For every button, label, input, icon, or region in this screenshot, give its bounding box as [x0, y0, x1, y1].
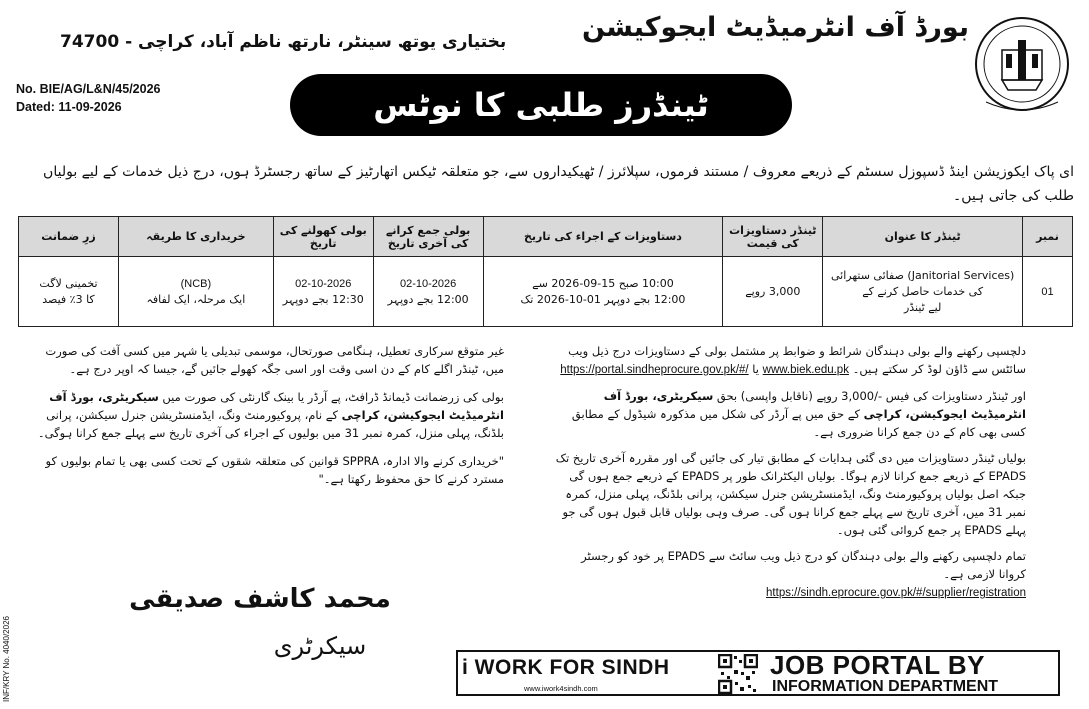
cell-method: (NCB) ایک مرحلہ، ایک لفافہ [118, 257, 273, 327]
col-header-doc-price: ٹینڈر دستاویزات کی قیمت [723, 217, 823, 257]
sindh-eprocure-link[interactable]: https://portal.sindheprocure.gov.pk/#/ [560, 364, 749, 376]
cell-title: (Janitorial Services) صفائی ستھرائی کی خدمات حاصل کرنے کے لیے ٹینڈر [823, 257, 1023, 327]
board-seal-icon [972, 14, 1072, 118]
information-department-label: INFORMATION DEPARTMENT [772, 678, 999, 695]
signatory-name: محمد کاشف صدیقی [129, 584, 391, 614]
body-left-column [28, 342, 504, 498]
col-header-method: خریداری کا طریقہ [118, 217, 273, 257]
col-header-number: نمبر [1023, 217, 1073, 257]
intro-paragraph: ای پاک ایکوزیشن اینڈ ڈسپوزل سسٹم کے ذریعے معروف / مستند فرموں، سپلائرز / ٹھیکیداروں سے، جو متعلقہ ٹیکس اتھارٹیز کے ساتھ رجسٹرڈ ہوں، درج ذیل خدمات کے لیے بولیاں طلب کی جاتی ہیں۔ [43, 164, 1074, 204]
holiday-paragraph: غیر متوقع سرکاری تعطیل، ہنگامی صورتحال، موسمی تبدیلی یا شہر میں کسی آفت کی صورت میں، ٹینڈر اگلے کام کے دن اسی وقت اور اسی جگہ کھولے جائیں گے، جیسا کہ اوپر درج ہے۔ [45, 344, 504, 376]
cell-security: تخمینی لاگت کا 3٪ فیصد [19, 257, 119, 327]
notice-title-banner [290, 74, 792, 136]
cell-number: 01 [1023, 257, 1073, 327]
advertisement-code: INF/KRY No. 4040/2026 [2, 616, 11, 702]
signatory-designation: سیکرٹری [273, 632, 367, 660]
iwork-url[interactable]: www.iwork4sindh.com [524, 684, 598, 693]
col-header-title: ٹینڈر کا عنوان [823, 217, 1023, 257]
col-header-opening: بولی کھولنے کی تاریخ [273, 217, 373, 257]
organization-title: بورڈ آف انٹرمیڈیٹ ایجوکیشن [582, 12, 969, 43]
supplier-registration-link[interactable]: https://sindh.eprocure.gov.pk/#/supplier/registration [766, 587, 1026, 599]
cell-deadline: 02-10-2026 12:00 بجے دوپہر [373, 257, 483, 327]
registration-paragraph: تمام دلچسپی رکھنے والے بولی دہندگان کو درج ذیل ویب سائٹ سے EPADS پر خود کو رجسٹر کروانا لازمی ہے۔ https://sindh.eprocure.gov.pk/#/supplier/registration [581, 549, 1026, 599]
cell-doc-price: 3,000 روپے [723, 257, 823, 327]
notice-title: ٹینڈرز طلبی کا نوٹس [373, 86, 709, 124]
reference-number: No. BIE/AG/L&N/45/2026 [16, 82, 161, 96]
table-row [19, 257, 1073, 327]
col-header-deadline: بولی جمع کرانے کی آخری تاریخ [373, 217, 483, 257]
sppra-paragraph: "خریداری کرنے والا ادارہ، SPPRA قوانین کی متعلقہ شقوں کے تحت کسی بھی یا تمام بولیوں کو مسترد کرنے کا حق محفوظ رکھتا ہے۔" [45, 454, 504, 486]
col-header-issue-date: دستاویزات کے اجراء کی تاریخ [483, 217, 723, 257]
security-paragraph: بولی کی زرضمانت ڈیمانڈ ڈرافٹ، پے آرڈر یا بینک گارنٹی کی صورت میں سیکریٹری، بورڈ آف انٹرمیڈیٹ ایجوکیشن، کراچی کے نام، پروکیورمنٹ ونگ، ایڈمنسٹریشن جنرل سیکشن، پرانی بلڈنگ، پہلی منزل، کمرہ نمبر 31 میں بولیوں کے اجراء کی آخری تاریخ سے پہلے جمع کرانا ہوگی۔ [37, 390, 504, 440]
cell-issue-date: 10:00 صبح 15-09-2026 سے 12:00 بجے دوپہر 01-10-2026 تک [483, 257, 723, 327]
iwork-for-sindh-logo: i WORK FOR SINDH [462, 656, 670, 679]
col-header-security: زرِ ضمانت [19, 217, 119, 257]
download-paragraph: دلچسپی رکھنے والے بولی دہندگان شرائط و ضوابط پر مشتمل بولی کے دستاویزات درج ذیل ویب سائٹس سے ڈاؤن لوڈ کر سکتے ہیں۔ www.biek.edu.pk یا https://portal.sindheprocure.gov.pk/#/ [560, 344, 1026, 376]
table-header-row [19, 217, 1073, 257]
biek-website-link[interactable]: www.biek.edu.pk [762, 364, 849, 376]
epads-paragraph: بولیاں ٹینڈر دستاویزات میں دی گئی ہدایات کے مطابق تیار کی جائیں گی اور مقررہ آخری تاریخ تک EPADS کے ذریعے جمع کرانا لازم ہوگا۔ بولیاں الیکٹرانک طور پر EPADS کے ذریعے جمع ہوں گی جبکہ اصل بولیاں پروکیورمنٹ ونگ، ایڈمنسٹریشن جنرل سیکشن، پرانی بلڈنگ، پہلی منزل، کمرہ نمبر 31 میں، آخری تاریخ سے پہلے جمع کرانا ہوں گی۔ صرف وہی بولیاں قابل قبول ہوں گی جو پہلے EPADS پر جمع کروائی گئی ہوں۔ [555, 451, 1026, 537]
cell-opening: 02-10-2026 12:30 بجے دوپہر [273, 257, 373, 327]
organization-address: بختیاری یوتھ سینٹر، نارتھ ناظم آباد، کراچی - 74700 [60, 32, 507, 52]
notice-date: Dated: 11-09-2026 [16, 100, 122, 114]
body-right-column [552, 342, 1026, 610]
tender-table [18, 216, 1073, 327]
job-portal-label: JOB PORTAL BY [770, 650, 986, 680]
fee-paragraph: اور ٹینڈر دستاویزات کی فیس -/3,000 روپے (ناقابل واپسی) بحق سیکریٹری، بورڈ آف انٹرمیڈیٹ ایجوکیشن، کراچی کے حق میں پے آرڈر کی شکل میں مذکورہ شیڈول کے مطابق کسی بھی کام کے دن جمع کرانا ضروری ہے۔ [571, 389, 1026, 439]
qr-code-icon [718, 654, 758, 694]
